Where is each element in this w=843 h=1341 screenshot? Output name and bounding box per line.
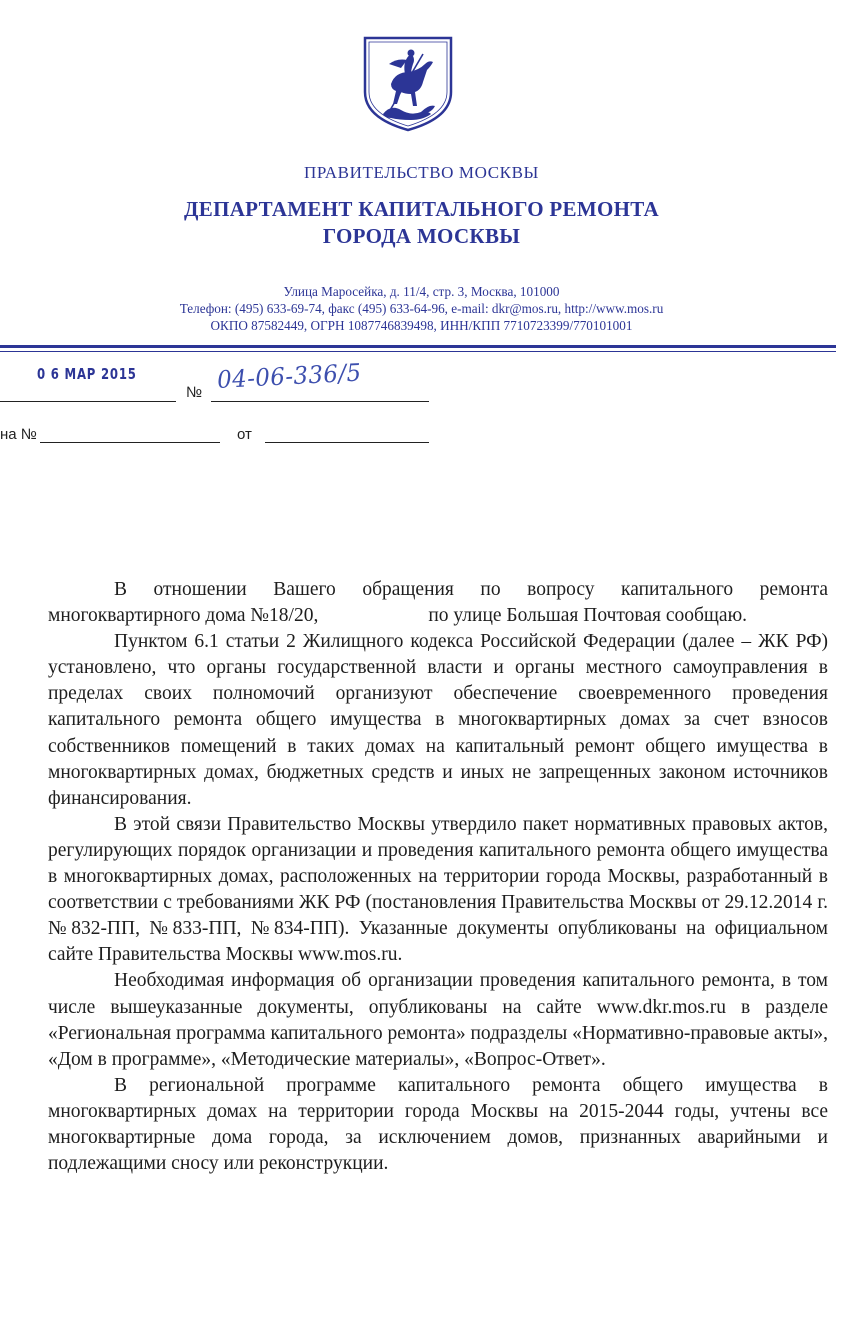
registry-codes-line: ОКПО 87582449, ОГРН 1087746839498, ИНН/КПП 7710723399/770101001 (210, 318, 633, 333)
number-underline (211, 401, 429, 402)
reference-number-underline (40, 442, 220, 443)
reference-number-label: на № (0, 426, 37, 443)
paragraph-4: Необходимая информация об организации проведения капитального ремонта, в том числе вышеуказанные документы, опубликованы на сайте www.dkr.mos.ru в разделе «Региональная программа капитального ремонта» подразделы «Нормативно-правовые акты», «Дом в программе», «Методические материалы», «Вопрос-Ответ». (48, 970, 828, 1070)
government-title: ПРАВИТЕЛЬСТВО МОСКВЫ (304, 163, 539, 182)
paragraph-5: В региональной программе капитального ремонта общего имущества в многоквартирных домах на территории города Москвы на 2015-2044 годы, учтены все многоквартирные дома города, за исключением домов, признанных аварийными и подлежащими сносу или реконструкции. (48, 1074, 828, 1175)
date-stamp: 0 6 MAP 2015 (37, 365, 137, 383)
department-title-line-1: ДЕПАРТАМЕНТ КАПИТАЛЬНОГО РЕМОНТА (184, 197, 659, 221)
number-label: № (186, 384, 203, 401)
date-underline (0, 401, 176, 402)
paragraph-2: Пунктом 6.1 статьи 2 Жилищного кодекса Российской Федерации (далее – ЖК РФ) установлено, что органы государственной власти и органы местного самоуправления в пределах своих полномочий организуют обеспечение своевременного проведения капитального ремонта общего имущества в многоквартирных домах за счет взносов собственников помещений в таких домах на капитальный ремонт общего имущества в многоквартирных домах, бюджетных средств и иных не запрещенных законом источников финансирования. (48, 631, 828, 809)
paragraph-1-part-a: В отношении Вашего обращения по вопросу капитального ремонта многоквартирного дома №18/20, (48, 579, 828, 627)
letter-body (48, 577, 828, 1177)
contacts-line: Телефон: (495) 633-69-74, факс (495) 633-64-96, e-mail: dkr@mos.ru, http://www.mos.ru (179, 301, 664, 316)
moscow-coat-of-arms-icon (361, 34, 455, 132)
address-line: Улица Маросейка, д. 11/4, стр. 3, Москва, 101000 (283, 284, 560, 299)
reference-date-label: от (237, 426, 252, 443)
header-divider-thin (0, 351, 836, 352)
paragraph-1 (48, 577, 828, 629)
paragraph-3: В этой связи Правительство Москвы утвердило пакет нормативных правовых актов, регулирующих порядок организации и проведения капитального ремонта общего имущества в многоквартирных домах, расположенных на территории города Москвы, разработанный в соответствии с требованиями ЖК РФ (постановления Правительства Москвы от 29.12.2014 г. №832-ПП, №833-ПП, №834-ПП). Указанные документы опубликованы на официальном сайте Правительства Москвы www.mos.ru. (48, 813, 828, 966)
reference-date-underline (265, 442, 429, 443)
paragraph-1-part-b: по улице Большая Почтовая сообщаю. (428, 605, 748, 627)
header-divider-thick (0, 345, 836, 348)
department-title-line-2: ГОРОДА МОСКВЫ (322, 224, 521, 248)
registration-number: 04-06-336/5 (216, 358, 363, 394)
department-title (0, 196, 843, 250)
